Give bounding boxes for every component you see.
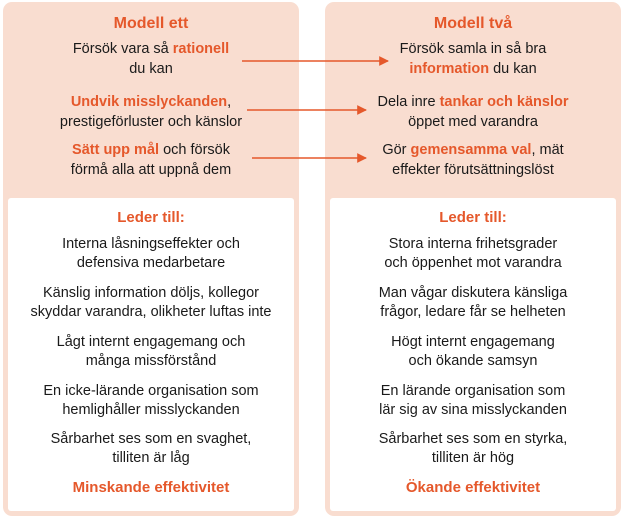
model-two-leads-to-heading: Leder till: xyxy=(439,209,507,226)
model-two-result-4: En lärande organisation som lär sig av sina misslyckanden xyxy=(379,383,567,418)
model-one-item-3: Sätt upp mål och försök förmå alla att uppnå dem xyxy=(70,142,232,178)
model-one-result-3: Lågt internt engagemang och många missförstånd xyxy=(56,334,246,369)
model-two-item-2: Dela inre tankar och känslor öppet med varandra xyxy=(377,94,569,130)
model-one-outcomes-panel xyxy=(8,198,294,511)
model-two-column xyxy=(325,2,621,516)
model-two-item-3: Gör gemensamma val, mät effekter förutsättningslöst xyxy=(382,142,564,178)
highlight: tankar och känslor xyxy=(439,94,569,110)
model-one-principles xyxy=(3,2,299,192)
model-one-result-5: Sårbarhet ses som en svaghet, tilliten är låg xyxy=(50,431,252,466)
model-two-result-1: Stora interna frihetsgrader och öppenhet mot varandra xyxy=(384,236,562,271)
model-one-leads-to-heading: Leder till: xyxy=(117,209,185,226)
highlight: information xyxy=(409,61,490,77)
model-two-result-3: Högt internt engagemang och ökande samsyn xyxy=(391,334,555,369)
model-two-outcomes-panel xyxy=(330,198,616,511)
model-one-item-1: Försök vara så rationell du kan xyxy=(72,41,230,77)
model-two-conclusion: Ökande effektivitet xyxy=(405,479,541,496)
model-two-title: Modell två xyxy=(433,15,513,32)
model-one-item-2: Undvik misslyckanden, prestigeförluster och känslor xyxy=(59,94,243,130)
model-one-column xyxy=(3,2,299,516)
model-one-title: Modell ett xyxy=(113,15,189,32)
model-one-result-2: Känslig information döljs, kollegor skyddar varandra, olikheter luftas inte xyxy=(30,285,272,320)
model-two-result-2: Man vågar diskutera känsliga frågor, ledare får se helheten xyxy=(378,285,568,320)
highlight: rationell xyxy=(172,41,230,57)
model-one-result-4: En icke-lärande organisation som hemlighåller misslyckanden xyxy=(43,383,259,418)
model-one-result-1: Interna låsningseffekter och defensiva medarbetare xyxy=(62,236,240,271)
model-two-item-1: Försök samla in så bra information du kan xyxy=(399,41,547,77)
model-two-principles xyxy=(325,2,621,192)
model-one-conclusion: Minskande effektivitet xyxy=(72,479,230,496)
model-two-result-5: Sårbarhet ses som en styrka, tilliten är hög xyxy=(378,431,568,466)
highlight: gemensamma val xyxy=(410,142,532,158)
highlight: Undvik misslyckanden xyxy=(70,94,228,110)
highlight: Sätt upp mål xyxy=(72,142,160,158)
